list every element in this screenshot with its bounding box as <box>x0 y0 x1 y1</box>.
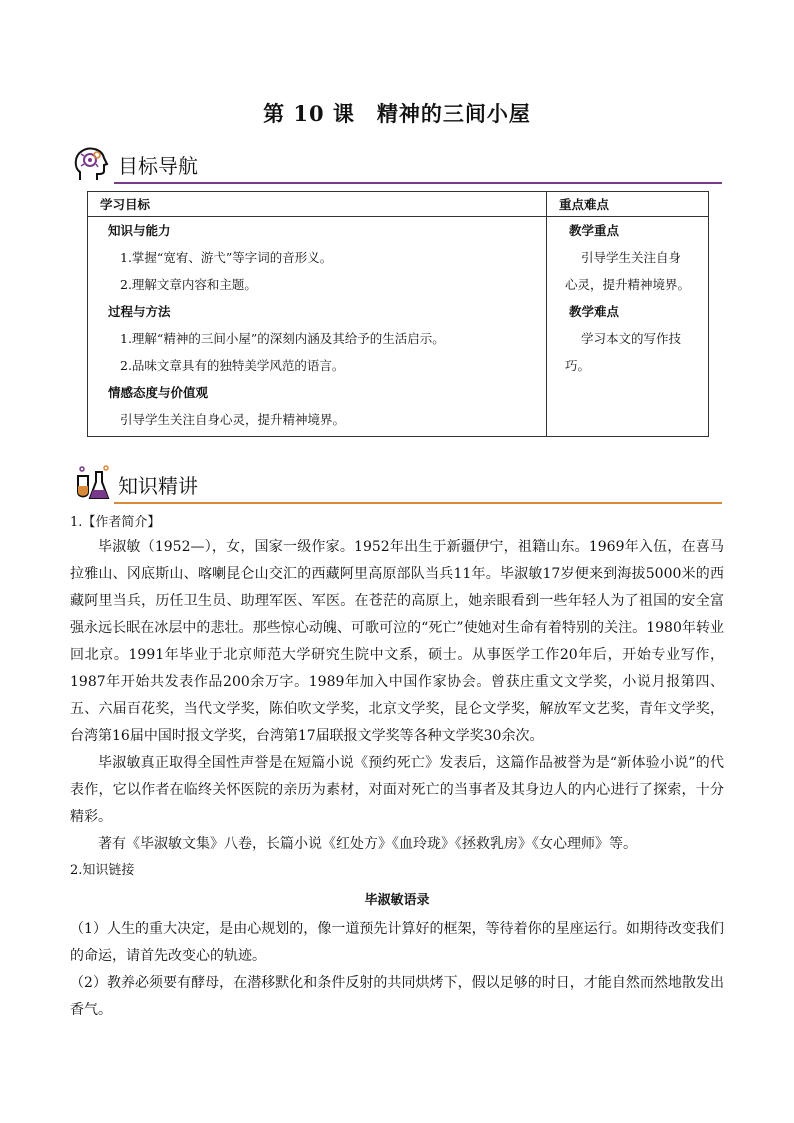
right-line: 巧。 <box>565 358 591 373</box>
right-line: 教学难点 <box>569 304 620 319</box>
left-line: 过程与方法 <box>108 304 171 319</box>
item-label: 2.知识链接 <box>70 863 135 878</box>
left-line: 2.品味文章具有的独特美学风范的语言。 <box>120 358 345 373</box>
goals-table <box>87 191 709 437</box>
left-line: 1.掌握“宽宥、游弋”等字词的音形义。 <box>120 250 333 265</box>
left-line: 知识与能力 <box>108 223 171 238</box>
section-rule-orange <box>114 502 722 504</box>
item-label: 1.【作者简介】 <box>70 515 161 530</box>
left-line: 引导学生关注自身心灵，提升精神境界。 <box>120 412 346 427</box>
quotes-title: 毕淑敏语录 <box>364 893 430 908</box>
col2-header: 重点难点 <box>559 197 610 212</box>
section-rule-purple <box>114 182 722 184</box>
right-line: 心灵，提升精神境界。 <box>565 277 691 292</box>
author-bio-paragraph: 毕淑敏（1952—），女，国家一级作家。1952年出生于新疆伊宁，祖籍山东。1969年入伍，在喜马拉雅山、冈底斯山、喀喇昆仑山交汇的西藏阿里高原部队当兵11年。毕淑敏17岁便来到海拔5000米的西藏阿里当兵，历任卫生员、助理军医、军医。在苍茫的高原上，她亲眼看到一些年轻人为了祖国的安全富强永远长眠在冰层中的悲壮。那些惊心动魄、可歌可泣的“死亡”使她对生命有着特别的关注。1980年转业回北京。1991年毕业于北京师范大学研究生院中文系，硕士。从事医学工作20年后，开始专业写作，1987年开始共发表作品200余万字。1989年加入中国作家协会。曾获庄重文文学奖，小说月报第四、五、六届百花奖，当代文学奖，陈伯吹文学奖，北京文学奖，昆仑文学奖，解放军文艺奖，青年文学奖，台湾第16届中国时报文学奖，台湾第17届联报文学奖等各种文学奖30余次。 <box>70 539 724 744</box>
right-line: 引导学生关注自身 <box>581 250 682 265</box>
left-line: 2.理解文章内容和主题。 <box>120 277 257 292</box>
section-header-goals <box>70 142 722 186</box>
knowledge-body <box>70 512 724 1024</box>
right-cell <box>547 217 709 437</box>
lab-flasks-icon <box>70 462 114 506</box>
lesson-title: 第 10 课 精神的三间小屋 <box>263 101 531 126</box>
table-header-cell <box>88 192 547 217</box>
table-header-cell <box>547 192 709 217</box>
author-fame-paragraph: 毕淑敏真正取得全国性声誉是在短篇小说《预约死亡》发表后，这篇作品被誉为是“新体验小说”的代表作，它以作者在临终关怀医院的亲历为素材，对面对死亡的当事者及其身边人的内心进行了探索，十分精彩。 <box>70 755 724 825</box>
left-line: 情感态度与价值观 <box>108 385 209 400</box>
col1-header: 学习目标 <box>100 197 151 212</box>
section-heading-goals: 目标导航 <box>118 154 198 178</box>
quote-paragraph: （2）教养必须要有酵母，在潜移默化和条件反射的共同烘烤下，假以足够的时日，才能自然而然地散发出香气。 <box>70 975 724 1018</box>
left-line: 1.理解“精神的三间小屋”的深刻内涵及其给予的生活启示。 <box>120 331 445 346</box>
right-line: 教学重点 <box>569 223 620 238</box>
section-header-knowledge <box>70 462 722 506</box>
head-gears-icon <box>70 142 114 186</box>
section-heading-knowledge: 知识精讲 <box>118 474 198 498</box>
left-cell <box>88 217 547 437</box>
quote-paragraph: （1）人生的重大决定，是由心规划的，像一道预先计算好的框架，等待着你的星座运行。如期待改变我们的命运，请首先改变心的轨迹。 <box>70 921 724 964</box>
author-works-paragraph: 著有《毕淑敏文集》八卷，长篇小说《红处方》《血玲珑》《拯救乳房》《女心理师》等。 <box>98 836 637 852</box>
table-body-row <box>88 217 709 437</box>
table-header-row <box>88 192 709 217</box>
right-line: 学习本文的写作技 <box>581 331 682 346</box>
